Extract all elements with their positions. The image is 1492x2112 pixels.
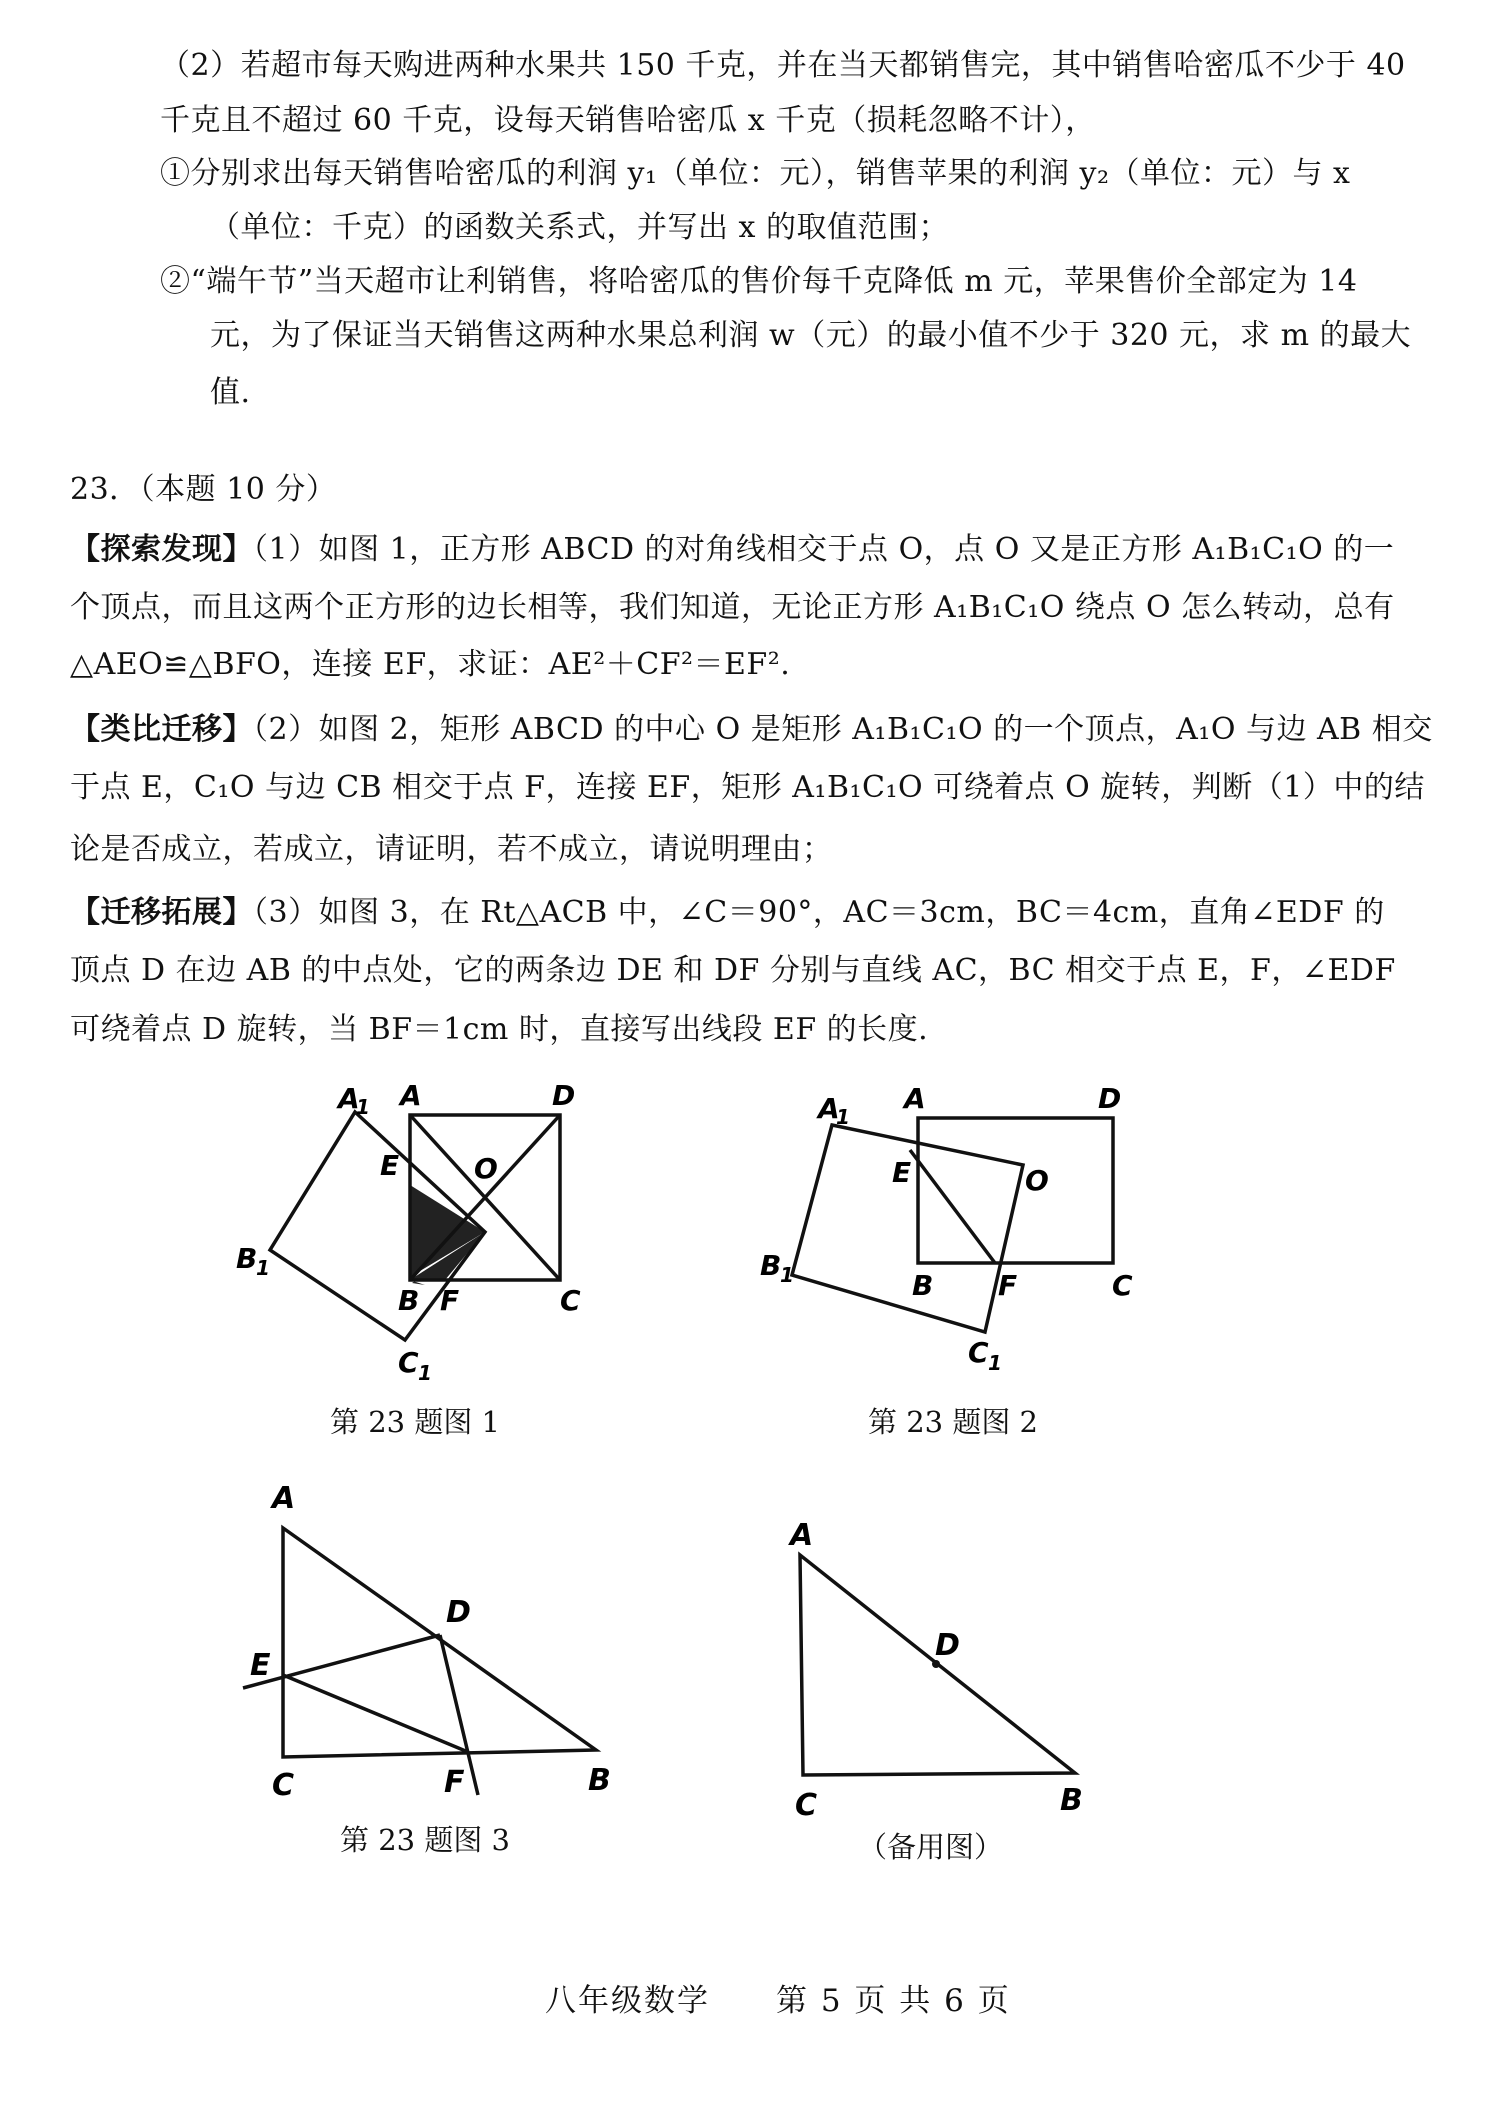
fig2-label-a1-sub: 1 bbox=[836, 1105, 850, 1129]
fig2-segment-ef bbox=[910, 1150, 995, 1263]
explore-tag: 【探索发现】 bbox=[70, 532, 253, 567]
fig4-label-b: B bbox=[1060, 1783, 1083, 1818]
figure-1 bbox=[220, 1070, 640, 1390]
figure-4-spare bbox=[770, 1500, 1110, 1820]
fig1-label-a1-sub: 1 bbox=[356, 1095, 370, 1119]
fig1-label-b1-sub: 1 bbox=[256, 1256, 270, 1280]
fig3-segment-ef bbox=[283, 1675, 468, 1752]
fig2-caption: 第 23 题图 2 bbox=[868, 1405, 1039, 1439]
fig1-label-c: C bbox=[560, 1284, 581, 1317]
fig2-label-a1: A bbox=[818, 1092, 840, 1125]
fig1-label-f: F bbox=[440, 1284, 460, 1317]
extend-text-1: （3）如图 3，在 Rt△ACB 中，∠C＝90°，AC＝3cm，BC＝4cm，直角∠EDF 的 bbox=[253, 895, 1385, 930]
fig2-label-c1-sub: 1 bbox=[988, 1351, 1002, 1375]
fig2-label-a: A bbox=[904, 1082, 926, 1115]
fig3-label-d: D bbox=[446, 1595, 471, 1630]
q23-extend-line3: 可绕着点 D 旋转，当 BF＝1cm 时，直接写出线段 EF 的长度. bbox=[70, 1012, 929, 1047]
q23-analogy-line1 bbox=[70, 710, 1433, 750]
fig1-label-c1-sub: 1 bbox=[418, 1361, 432, 1385]
analogy-text-1: （2）如图 2，矩形 ABCD 的中心 O 是矩形 A₁B₁C₁O 的一个顶点，A₁O 与边 AB 相交 bbox=[253, 712, 1433, 747]
q23-explore-line3: △AEO≌△BFO，连接 EF，求证：AE²＋CF²＝EF². bbox=[70, 647, 791, 682]
fig2-label-e: E bbox=[892, 1156, 912, 1189]
fig1-label-o: O bbox=[474, 1152, 498, 1185]
q23-explore-line1 bbox=[70, 530, 1394, 570]
fig1-label-c1: C bbox=[398, 1346, 419, 1379]
page-footer: 八年级数学 第 5 页 共 6 页 bbox=[545, 1983, 1011, 2019]
fig4-caption: （备用图） bbox=[858, 1830, 1004, 1864]
q23-explore-line2: 个顶点，而且这两个正方形的边长相等，我们知道，无论正方形 A₁B₁C₁O 绕点 O 怎么转动，总有 bbox=[70, 590, 1395, 625]
fig2-label-b1: B bbox=[760, 1249, 782, 1282]
q22-part2-line1: （2）若超市每天购进两种水果共 150 千克，并在当天都销售完，其中销售哈密瓜不少于 40 bbox=[160, 48, 1406, 83]
q22-sub2-line2: 元，为了保证当天销售这两种水果总利润 w（元）的最小值不少于 320 元，求 m 的最大 bbox=[210, 318, 1412, 353]
fig4-label-c: C bbox=[795, 1788, 818, 1820]
q23-header: 23．（本题 10 分） bbox=[70, 472, 337, 507]
q22-sub2-line1: ②“端午节”当天超市让利销售，将哈密瓜的售价每千克降低 m 元，苹果售价全部定为 14 bbox=[160, 264, 1358, 299]
fig1-label-a: A bbox=[400, 1079, 422, 1112]
q23-extend-line1 bbox=[70, 893, 1385, 933]
q22-sub2-line3: 值. bbox=[210, 375, 251, 410]
fig1-label-d: D bbox=[552, 1079, 576, 1112]
q23-analogy-line3: 论是否成立，若成立，请证明，若不成立，请说明理由； bbox=[70, 832, 833, 867]
fig2-label-b1-sub: 1 bbox=[780, 1263, 794, 1287]
fig3-triangle-acb bbox=[283, 1528, 596, 1757]
q23-extend-line2: 顶点 D 在边 AB 的中点处，它的两条边 DE 和 DF 分别与直线 AC，BC 相交于点 E，F，∠EDF bbox=[70, 953, 1396, 988]
q23-analogy-line2: 于点 E，C₁O 与边 CB 相交于点 F，连接 EF，矩形 A₁B₁C₁O 可绕着点 O 旋转，判断（1）中的结 bbox=[70, 770, 1425, 805]
fig2-label-b: B bbox=[912, 1269, 934, 1302]
figure-2 bbox=[740, 1070, 1160, 1390]
fig1-label-b: B bbox=[398, 1284, 420, 1317]
q22-sub1-line1: ①分别求出每天销售哈密瓜的利润 y₁（单位：元），销售苹果的利润 y₂（单位：元）与 x bbox=[160, 156, 1351, 191]
fig1-label-b1: B bbox=[236, 1242, 258, 1275]
extend-tag: 【迁移拓展】 bbox=[70, 895, 253, 930]
fig2-label-d: D bbox=[1098, 1082, 1122, 1115]
fig2-label-o: O bbox=[1025, 1164, 1049, 1197]
fig2-label-f: F bbox=[998, 1269, 1018, 1302]
fig3-label-a: A bbox=[272, 1481, 296, 1516]
fig3-caption: 第 23 题图 3 bbox=[340, 1823, 511, 1857]
fig3-label-f: F bbox=[444, 1765, 465, 1800]
fig2-label-c: C bbox=[1112, 1269, 1133, 1302]
fig4-label-d: D bbox=[935, 1628, 960, 1663]
explore-text-1: （1）如图 1，正方形 ABCD 的对角线相交于点 O，点 O 又是正方形 A₁B₁C₁O 的一 bbox=[253, 532, 1395, 567]
analogy-tag: 【类比迁移】 bbox=[70, 712, 253, 747]
fig1-label-a1: A bbox=[338, 1082, 360, 1115]
fig4-label-a: A bbox=[790, 1518, 814, 1553]
figure-3 bbox=[230, 1470, 630, 1810]
fig2-label-c1: C bbox=[968, 1336, 989, 1369]
fig3-label-e: E bbox=[250, 1648, 271, 1683]
fig1-caption: 第 23 题图 1 bbox=[330, 1405, 501, 1439]
fig3-line-ed bbox=[243, 1635, 440, 1688]
fig1-label-e: E bbox=[380, 1149, 400, 1182]
q22-part2-line2: 千克且不超过 60 千克，设每天销售哈密瓜 x 千克（损耗忽略不计）， bbox=[160, 103, 1096, 138]
q22-sub1-line2: （单位：千克）的函数关系式，并写出 x 的取值范围； bbox=[210, 210, 949, 245]
fig3-label-b: B bbox=[588, 1763, 611, 1798]
fig3-label-c: C bbox=[272, 1768, 295, 1803]
